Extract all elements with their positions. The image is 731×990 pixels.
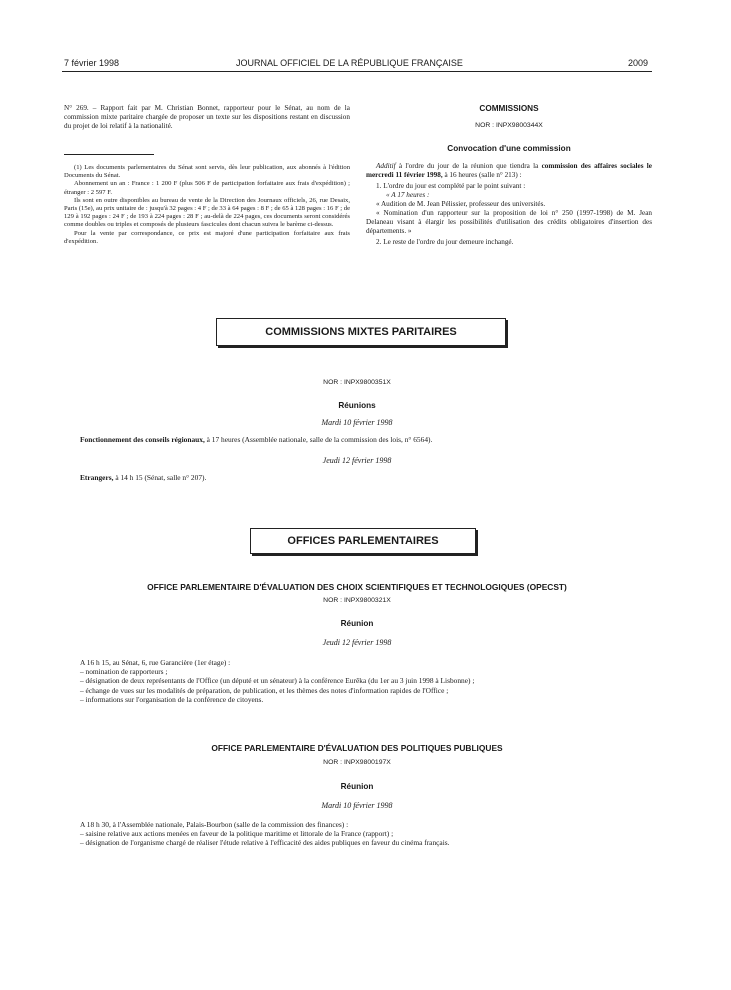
footnotes [64, 164, 350, 246]
commissions-nor: NOR : INPX9800344X [475, 122, 543, 129]
cmp-line-2: Etrangers, à 14 h 15 (Sénat, salle n° 207). [80, 473, 207, 482]
opepp-intro: A 18 h 30, à l'Assemblée nationale, Palais-Bourbon (salle de la commission des finances) : [80, 820, 349, 829]
convocation-intro: Additif à l'ordre du jour de la réunion que tiendra la commission des affaires sociales le mercredi 11 février 1998, à 16 heures (salle n° 213) : [366, 162, 652, 179]
opepp-item-1: – saisine relative aux actions menées en faveur de la politique maritime et littorale de la France (rapport) ; [80, 829, 394, 839]
cmp-date-2: Jeudi 12 février 1998 [322, 456, 392, 465]
footnote-rule [64, 154, 154, 155]
agenda-quote-2: « Nomination d'un rapporteur sur la proposition de loi n° 250 (1997-1998) de M. Jean Delaneau visant à élargir les possibilités d'utilisation des crédits obligatoires d'insertion des départements. » [366, 209, 652, 235]
agenda-quote-time: « A 17 heures : [386, 191, 430, 199]
opecst-intro: A 16 h 15, au Sénat, 6, rue Garancière (1er étage) : [80, 658, 231, 667]
footnote-2: Abonnement un an : France : 1 200 F (plus 506 F de participation forfaitaire aux frais d'expédition) ; étranger : 2 597 F. [64, 180, 350, 196]
commissions-title: COMMISSIONS [479, 104, 539, 113]
footnote-3: Ils sont en outre disponibles au bureau de vente de la Direction des Journaux officiels, 26, rue Desaix, Paris (15e), au prix unitaire de : jusqu'à 32 pages : 4 F ; de 33 à 64 pages : 8 F ; de 65 à 128 pages : 16 F ; de 129 à 192 pages : 24 F ; de 193 à 224 pages : 28 F ; au-delà de 224 pages, ces documents seront considérés comme doubles ou triples et composés de plusieurs fascicules dont chacun suivra le barème ci-dessus. [64, 196, 350, 229]
opecst-agenda [80, 658, 650, 704]
opecst-title: OFFICE PARLEMENTAIRE D'ÉVALUATION DES CHOIX SCIENTIFIQUES ET TECHNOLOGIQUES (OPECST) [147, 582, 567, 592]
opecst-item-4: – informations sur l'organisation de la conférence de citoyens. [80, 694, 264, 704]
opepp-agenda [80, 820, 650, 848]
opepp-subtitle: Réunion [340, 782, 374, 791]
opepp-item-2: – désignation de l'organisme chargé de réaliser l'étude relative à l'efficacité des aides publiques en faveur du cinéma français. [80, 838, 450, 848]
footnote-4: Pour la vente par correspondance, ce prix est majoré d'une participation forfaitaire aux frais d'expédition. [64, 229, 350, 245]
opecst-nor: NOR : INPX9800321X [323, 597, 391, 604]
agenda-item-2: 2. Le reste de l'ordre du jour demeure inchangé. [376, 238, 514, 246]
opepp-title: OFFICE PARLEMENTAIRE D'ÉVALUATION DES POLITIQUES PUBLIQUES [211, 743, 503, 753]
offices-box-title: OFFICES PARLEMENTAIRES [250, 528, 476, 554]
convocation-subtitle: Convocation d'une commission [447, 144, 571, 153]
report-notice [64, 104, 350, 131]
cmp-box-title: COMMISSIONS MIXTES PARITAIRES [216, 318, 506, 346]
convocation-body [366, 162, 652, 247]
header-date: 7 février 1998 [64, 58, 120, 68]
header-page-number: 2009 [628, 58, 649, 68]
agenda-item-1: 1. L'ordre du jour est complété par le point suivant : [376, 182, 526, 190]
cmp-subtitle: Réunions [338, 401, 376, 410]
header-journal-title: JOURNAL OFFICIEL DE LA RÉPUBLIQUE FRANÇAISE [236, 58, 463, 68]
agenda-quote-1: « Audition de M. Jean Pélissier, professeur des universités. [376, 200, 546, 208]
opecst-subtitle: Réunion [340, 619, 374, 628]
report-text: N° 269. – Rapport fait par M. Christian Bonnet, rapporteur pour le Sénat, au nom de la commission mixte paritaire chargée de proposer un texte sur les dispositions restant en discussion du projet de loi relatif à la nationalité. [64, 104, 350, 130]
opecst-item-3: – échange de vues sur les modalités de préparation, de publication, et les thèmes des notes d'information rapides de l'Office ; [80, 685, 449, 695]
cmp-line-1: Fonctionnement des conseils régionaux, à 17 heures (Assemblée nationale, salle de la commission des lois, n° 6564). [80, 435, 433, 444]
cmp-date-1: Mardi 10 février 1998 [321, 418, 393, 427]
opepp-date: Mardi 10 février 1998 [321, 801, 393, 810]
opepp-nor: NOR : INPX9800197X [323, 759, 391, 766]
opecst-item-2: – désignation de deux représentants de l'Office (un député et un sénateur) à la conférence Eurêka (du 1er au 3 juin 1998 à Lisbonne) ; [80, 676, 475, 686]
opecst-date: Jeudi 12 février 1998 [322, 638, 392, 647]
header-rule [62, 71, 652, 72]
opecst-item-1: – nomination de rapporteurs ; [80, 667, 168, 677]
footnote-1: (1) Les documents parlementaires du Sénat sont servis, dès leur publication, aux abonnés à l'édition Documents du Sénat. [64, 164, 350, 180]
cmp-nor: NOR : INPX9800351X [323, 379, 391, 386]
